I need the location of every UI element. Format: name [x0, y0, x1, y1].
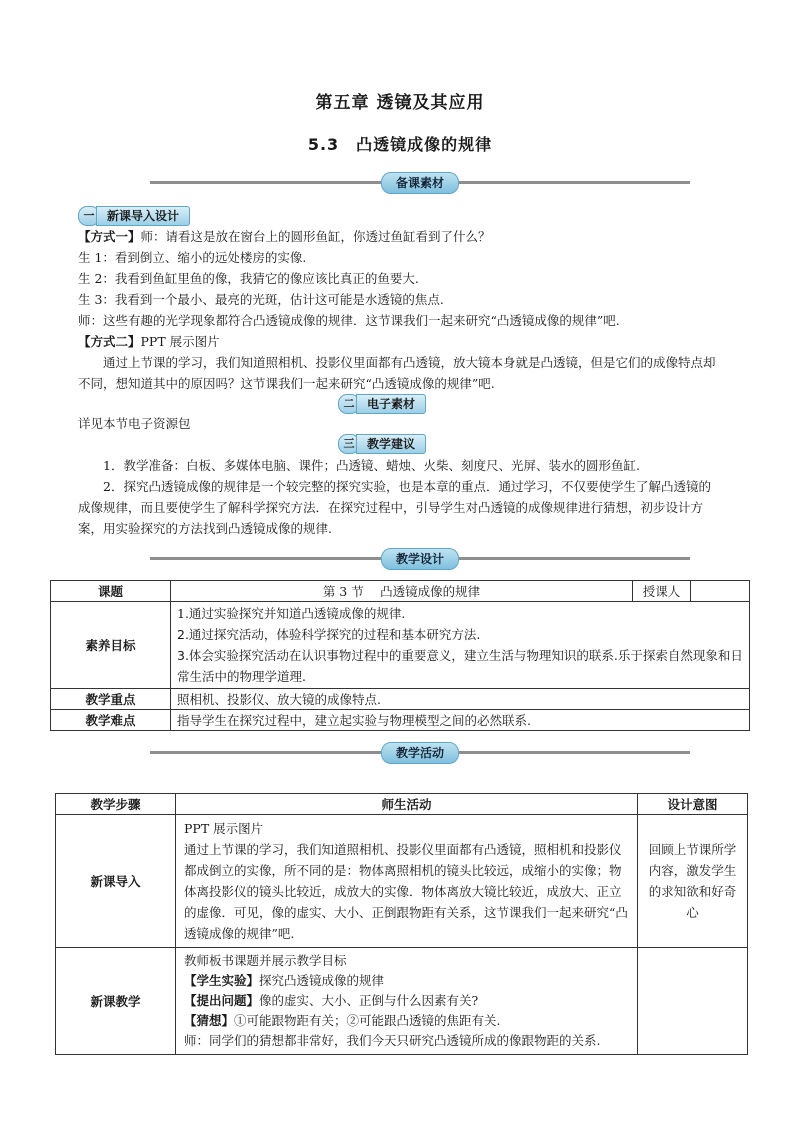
key-point-value: 照相机、投影仪、放大镜的成像特点. [171, 689, 750, 710]
section-number: 一 [78, 206, 100, 226]
band-label: 备课素材 [381, 172, 459, 194]
method2-text: PPT 展示图片 [140, 334, 220, 349]
band-teaching-design [150, 548, 690, 570]
table-row [56, 815, 748, 948]
table-row [51, 689, 750, 710]
activity-line: 教师板书课题并展示教学目标 [184, 953, 347, 968]
difficulty-value: 指导学生在探究过程中，建立起实验与物理模型之间的必然联系. [171, 710, 750, 731]
activity-cell [176, 815, 638, 948]
topic-value: 第 3 节 凸透镜成像的规律 [171, 581, 633, 602]
activity-text: ①可能跟物距有关；②可能跟凸透镜的焦距有关. [234, 1013, 501, 1028]
col-header-step: 教学步骤 [56, 794, 176, 815]
e-materials-text: 详见本节电子资源包 [78, 416, 191, 431]
goal-item-2: 2.通过探究活动，体验科学探究的过程和基本研究方法. [177, 627, 481, 642]
student3-line: 生 3：我看到一个最小、最亮的光斑，估计这可能是水透镜的焦点. [78, 292, 444, 307]
advice-item-2: 2．探究凸透镜成像的规律是一个较完整的探究实验，也是本章的重点．通过学习，不仅要使学生了解凸透镜的成像规律，而且要使学生了解科学探究方法．在探究过程中，引导学生对凸透镜的成像规律进行猜想，初步设计方案，用实验探究的方法找到凸透镜成像的规律. [78, 479, 711, 536]
activity-text: 像的虚实、大小、正倒与什么因素有关? [259, 993, 479, 1008]
section-label: 教学建议 [356, 434, 426, 454]
activity-line [184, 1011, 629, 1031]
section-number: 二 [338, 394, 360, 414]
intent-cell: 回顾上节课所学内容，激发学生的求知欲和好奇心 [638, 815, 748, 948]
difficulty-label: 教学难点 [51, 710, 171, 731]
method2-line [78, 331, 718, 352]
method1-tag: 【方式一】 [78, 229, 141, 244]
method1-line [78, 226, 718, 247]
section-title: 5.3 凸透镜成像的规律 [307, 135, 493, 154]
teacher-line: 师：这些有趣的光学现象都符合凸透镜成像的规律．这节课我们一起来研究“凸透镜成像的规律”吧. [78, 313, 620, 328]
goal-item-3: 3.体会实验探究活动在认识事物过程中的重要意义，建立生活与物理知识的联系.乐于探索自然现象和日常生活中的物理学道理. [177, 648, 743, 684]
activity-table [55, 793, 748, 1055]
table-row [51, 581, 750, 602]
activity-tag: 【猜想】 [184, 1013, 235, 1028]
band-lesson-materials [150, 172, 690, 194]
activity-line: 师：同学们的猜想都非常好，我们今天只研究凸透镜所成的像跟物距的关系. [184, 1033, 601, 1048]
table-row [56, 948, 748, 1055]
table-header-row [56, 794, 748, 815]
advice-item-1: 1．教学准备：白板、多媒体电脑、课件；凸透镜、蜡烛、火柴、刻度尺、光屏、装水的圆形鱼缸. [103, 458, 640, 473]
section-header-intro [78, 206, 190, 226]
step-cell: 新课教学 [56, 948, 176, 1055]
student2-line: 生 2：我看到鱼缸里鱼的像，我猜它的像应该比真正的鱼要大. [78, 271, 419, 286]
activity-paragraph: 通过上节课的学习，我们知道照相机、投影仪里面都有凸透镜，照相机和投影仪都成倒立的实像，所不同的是：物体离照相机的镜头比较远，成缩小的实像；物体离投影仪的镜头比较近，成放大的实像．物体离放大镜比较近，成放大、正立的虚像．可见，像的虚实、大小、正倒跟物距有关系，这节课我们一起来研究“凸透镜成像的规律”吧. [184, 842, 628, 941]
teacher-value [691, 581, 750, 602]
band-label: 教学活动 [381, 742, 459, 764]
goal-item-1: 1.通过实验探究并知道凸透镜成像的规律. [177, 606, 406, 621]
section-header-teaching-advice [338, 434, 426, 454]
method2-paragraph: 通过上节课的学习，我们知道照相机、投影仪里面都有凸透镜，放大镜本身就是凸透镜，但是它们的成像特点却不同，想知道其中的原因吗？这节课我们一起来研究“凸透镜成像的规律”吧. [78, 355, 716, 391]
activity-text: 探究凸透镜成像的规律 [259, 973, 385, 988]
activity-line: PPT 展示图片 [184, 821, 264, 836]
section-number: 三 [338, 434, 360, 454]
key-point-label: 教学重点 [51, 689, 171, 710]
method1-text: 师：请看这是放在窗台上的圆形鱼缸，你透过鱼缸看到了什么？ [140, 229, 491, 244]
chapter-title: 第五章 透镜及其应用 [315, 93, 485, 113]
student1-line: 生 1：看到倒立、缩小的远处楼房的实像. [78, 250, 307, 265]
activity-tag: 【学生实验】 [184, 973, 260, 988]
intent-cell [638, 948, 748, 1055]
activity-line [184, 991, 629, 1011]
activity-line [184, 971, 629, 991]
intro-content [78, 226, 718, 394]
teacher-label: 授课人 [633, 581, 691, 602]
step-cell: 新课导入 [56, 815, 176, 948]
goals-value [171, 602, 750, 689]
goals-label: 素养目标 [51, 602, 171, 689]
activity-cell [176, 948, 638, 1055]
table-row [51, 710, 750, 731]
col-header-intent: 设计意图 [638, 794, 748, 815]
band-teaching-activity [150, 742, 690, 764]
section-label: 新课导入设计 [96, 206, 190, 226]
method2-tag: 【方式二】 [78, 334, 141, 349]
topic-label: 课题 [51, 581, 171, 602]
table-row [51, 602, 750, 689]
teaching-advice [78, 455, 718, 539]
design-table [50, 580, 750, 731]
section-header-e-materials [338, 394, 426, 414]
col-header-activity: 师生活动 [176, 794, 638, 815]
section-label: 电子素材 [356, 394, 426, 414]
band-label: 教学设计 [381, 548, 459, 570]
activity-tag: 【提出问题】 [184, 993, 260, 1008]
